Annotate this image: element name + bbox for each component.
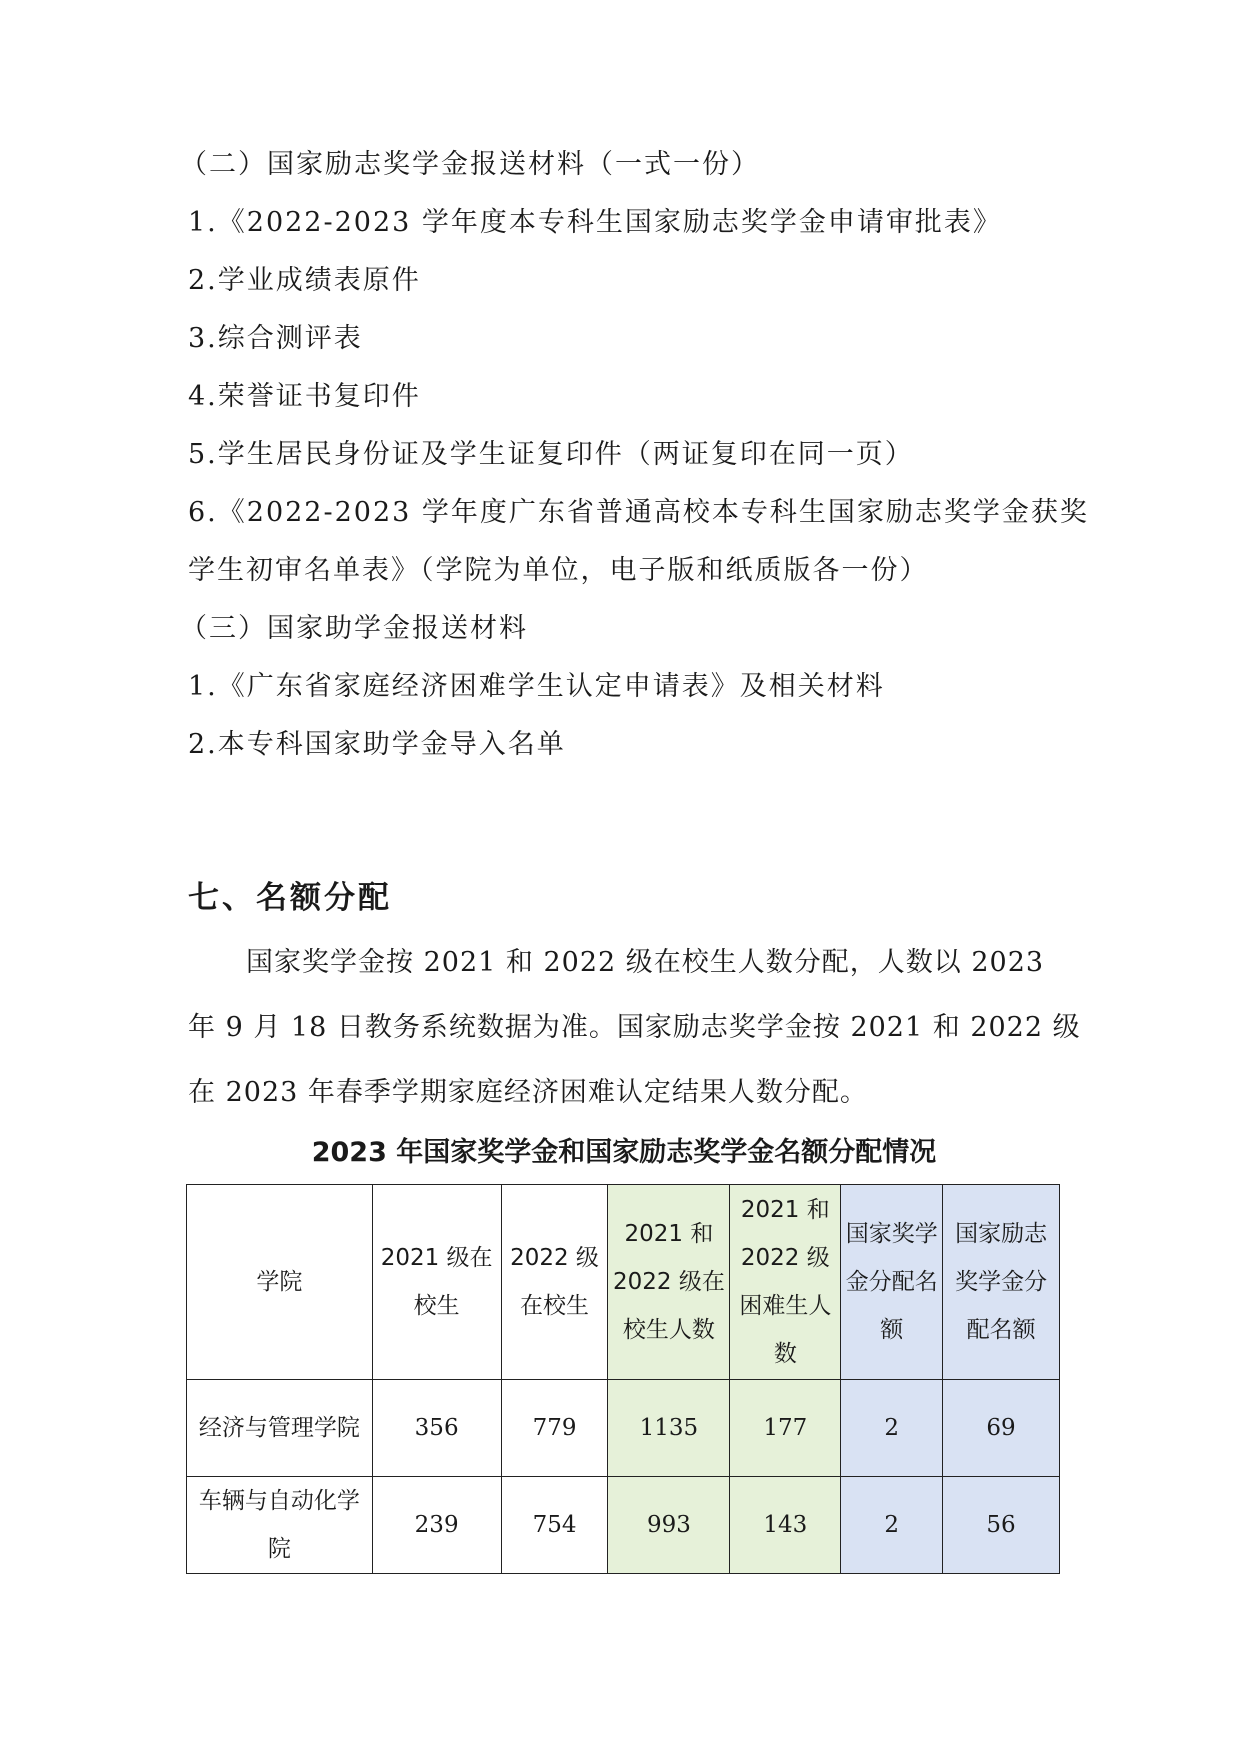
cell-2022-enrolled: 779	[501, 1380, 608, 1477]
cell-2022-enrolled: 754	[501, 1477, 608, 1574]
cell-2021-enrolled: 239	[372, 1477, 501, 1574]
list-item: 2.本专科国家助学金导入名单	[188, 729, 566, 760]
cell-needy-students: 177	[730, 1380, 841, 1477]
header-2021-enrolled: 2021 级在校生	[372, 1185, 501, 1380]
table-row	[187, 1380, 1060, 1477]
cell-needy-students: 143	[730, 1477, 841, 1574]
college-name: 经济与管理学院	[187, 1380, 373, 1477]
paragraph-line: 在 2023 年春季学期家庭经济困难认定结果人数分配。	[188, 1077, 868, 1108]
cell-total-enrolled: 1135	[608, 1380, 730, 1477]
list-item: 4.荣誉证书复印件	[188, 381, 421, 412]
list-item: 2.学业成绩表原件	[188, 265, 421, 296]
cell-inspirational-quota: 69	[943, 1380, 1060, 1477]
list-item: 1.《广东省家庭经济困难学生认定申请表》及相关材料	[188, 671, 885, 702]
header-inspirational-scholarship-quota: 国家励志奖学金分配名额	[943, 1185, 1060, 1380]
section-heading: 七、名额分配	[188, 880, 392, 916]
college-name: 车辆与自动化学院	[187, 1477, 373, 1574]
header-needy-students: 2021 和 2022 级困难生人数	[730, 1185, 841, 1380]
paragraph-line: 年 9 月 18 日教务系统数据为准。国家励志奖学金按 2021 和 2022 级	[188, 1012, 1081, 1043]
allocation-paragraph	[188, 930, 1081, 1125]
cell-national-quota: 2	[841, 1380, 943, 1477]
subsection-heading-3: （三）国家助学金报送材料	[180, 613, 528, 644]
subsection-heading-2: （二）国家励志奖学金报送材料（一式一份）	[180, 149, 760, 180]
table-title: 2023 年国家奖学金和国家励志奖学金名额分配情况	[311, 1137, 937, 1168]
header-college: 学院	[187, 1185, 373, 1380]
paragraph-line: 国家奖学金按 2021 和 2022 级在校生人数分配，人数以 2023	[246, 947, 1045, 978]
cell-2021-enrolled: 356	[372, 1380, 501, 1477]
list-item: 3.综合测评表	[188, 323, 363, 354]
list-item: 1.《2022-2023 学年度本专科生国家励志奖学金申请审批表》	[188, 207, 1002, 238]
cell-national-quota: 2	[841, 1477, 943, 1574]
header-2022-enrolled: 2022 级在校生	[501, 1185, 608, 1380]
table-header-row	[187, 1185, 1060, 1380]
list-item: 5.学生居民身份证及学生证复印件（两证复印在同一页）	[188, 439, 914, 470]
header-total-enrolled: 2021 和 2022 级在校生人数	[608, 1185, 730, 1380]
allocation-table	[186, 1184, 1060, 1574]
cell-inspirational-quota: 56	[943, 1477, 1060, 1574]
list-item: 6.《2022-2023 学年度广东省普通高校本专科生国家励志奖学金获奖	[188, 497, 1089, 528]
table-row	[187, 1477, 1060, 1574]
list-item-continuation: 学生初审名单表》（学院为单位，电子版和纸质版各一份）	[188, 555, 929, 586]
cell-total-enrolled: 993	[608, 1477, 730, 1574]
header-national-scholarship-quota: 国家奖学金分配名额	[841, 1185, 943, 1380]
